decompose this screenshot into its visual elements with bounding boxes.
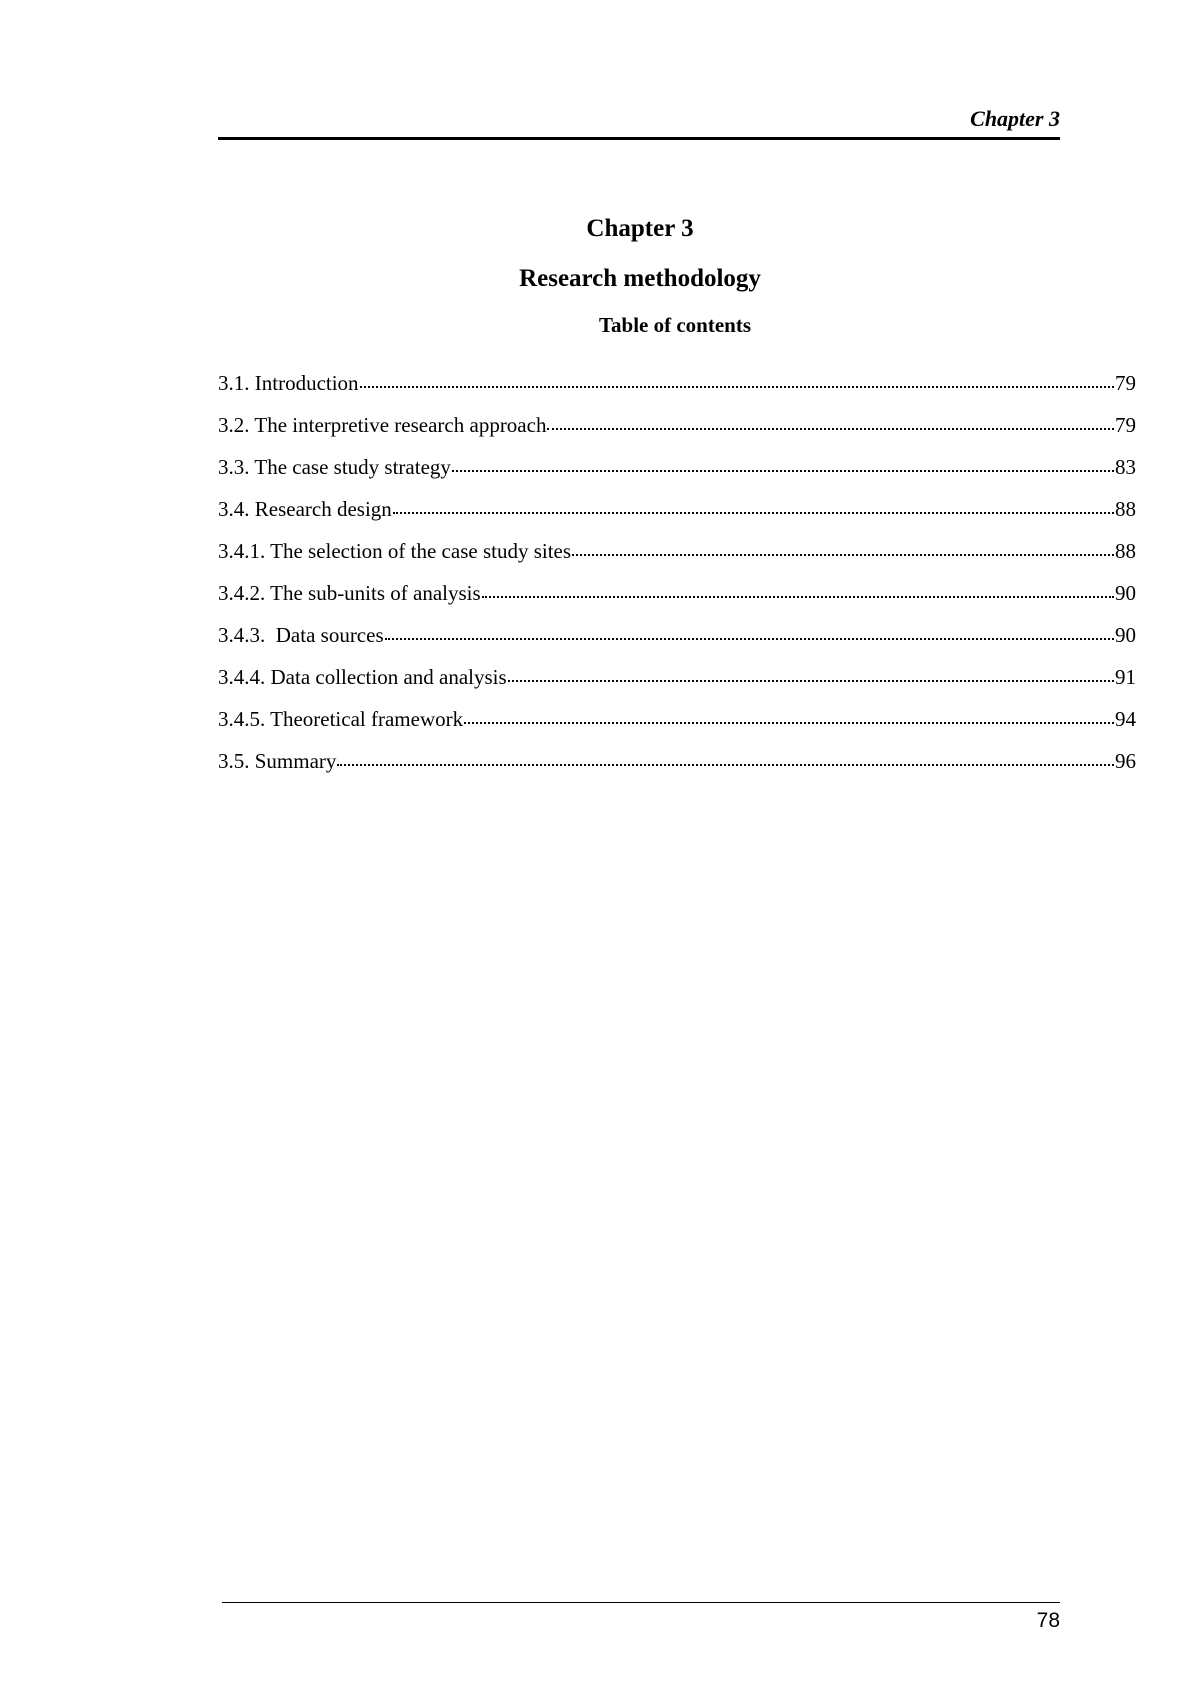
toc-entry[interactable]	[218, 704, 1136, 746]
toc-entry-title: 3.4.2. The sub-units of analysis	[218, 581, 481, 605]
chapter-number: Chapter 3	[586, 215, 694, 242]
toc-entry-title: 3.4.4. Data collection and analysis	[218, 665, 507, 689]
toc-dot-leader	[547, 408, 1114, 430]
toc-entry-page: 79	[1115, 413, 1136, 437]
toc-entry-title: 3.4.1. The selection of the case study sites	[218, 539, 572, 563]
toc-entry-page: 94	[1115, 707, 1136, 731]
running-header: Chapter 3	[970, 106, 1060, 131]
toc-entry[interactable]	[218, 620, 1136, 662]
footer-rule	[222, 1602, 1060, 1603]
toc-entry-page: 91	[1115, 665, 1136, 689]
header-rule	[218, 137, 1060, 140]
toc-dot-leader	[572, 534, 1114, 556]
toc-entry-page: 83	[1115, 455, 1136, 479]
toc-entry[interactable]	[218, 494, 1136, 536]
toc-entry-page: 96	[1115, 749, 1136, 773]
toc-dot-leader	[385, 618, 1114, 640]
toc-entry[interactable]	[218, 536, 1136, 578]
toc-entry-title: 3.5. Summary	[218, 749, 337, 773]
toc-dot-leader	[360, 366, 1114, 388]
toc-entry-page: 88	[1115, 539, 1136, 563]
toc-dot-leader	[508, 660, 1114, 682]
toc-entry[interactable]	[218, 410, 1136, 452]
toc-heading: Table of contents	[598, 313, 752, 337]
chapter-title: Research methodology	[519, 265, 761, 292]
toc-entry-title: 3.4.5. Theoretical framework	[218, 707, 464, 731]
toc-entry-page: 90	[1115, 581, 1136, 605]
toc-entry[interactable]	[218, 662, 1136, 704]
toc-entry-page: 79	[1115, 371, 1136, 395]
toc-dot-leader	[464, 702, 1114, 724]
toc-dot-leader	[482, 576, 1114, 598]
toc-entry-title: 3.4. Research design	[218, 497, 392, 521]
toc-entry[interactable]	[218, 452, 1136, 494]
toc-entry-page: 88	[1115, 497, 1136, 521]
page-number: 78	[1036, 1609, 1060, 1632]
toc-entry[interactable]	[218, 578, 1136, 620]
toc-entry[interactable]	[218, 368, 1136, 410]
toc-entry[interactable]	[218, 746, 1136, 788]
toc-entry-title: 3.1. Introduction	[218, 371, 359, 395]
toc-entry-title: 3.3. The case study strategy	[218, 455, 451, 479]
table-of-contents	[218, 368, 1136, 788]
toc-dot-leader	[337, 744, 1114, 766]
toc-entry-title: 3.2. The interpretive research approach	[218, 413, 547, 437]
toc-dot-leader	[452, 450, 1114, 472]
toc-entry-title: 3.4.3. Data sources	[218, 623, 384, 647]
toc-dot-leader	[393, 492, 1114, 514]
toc-entry-page: 90	[1115, 623, 1136, 647]
